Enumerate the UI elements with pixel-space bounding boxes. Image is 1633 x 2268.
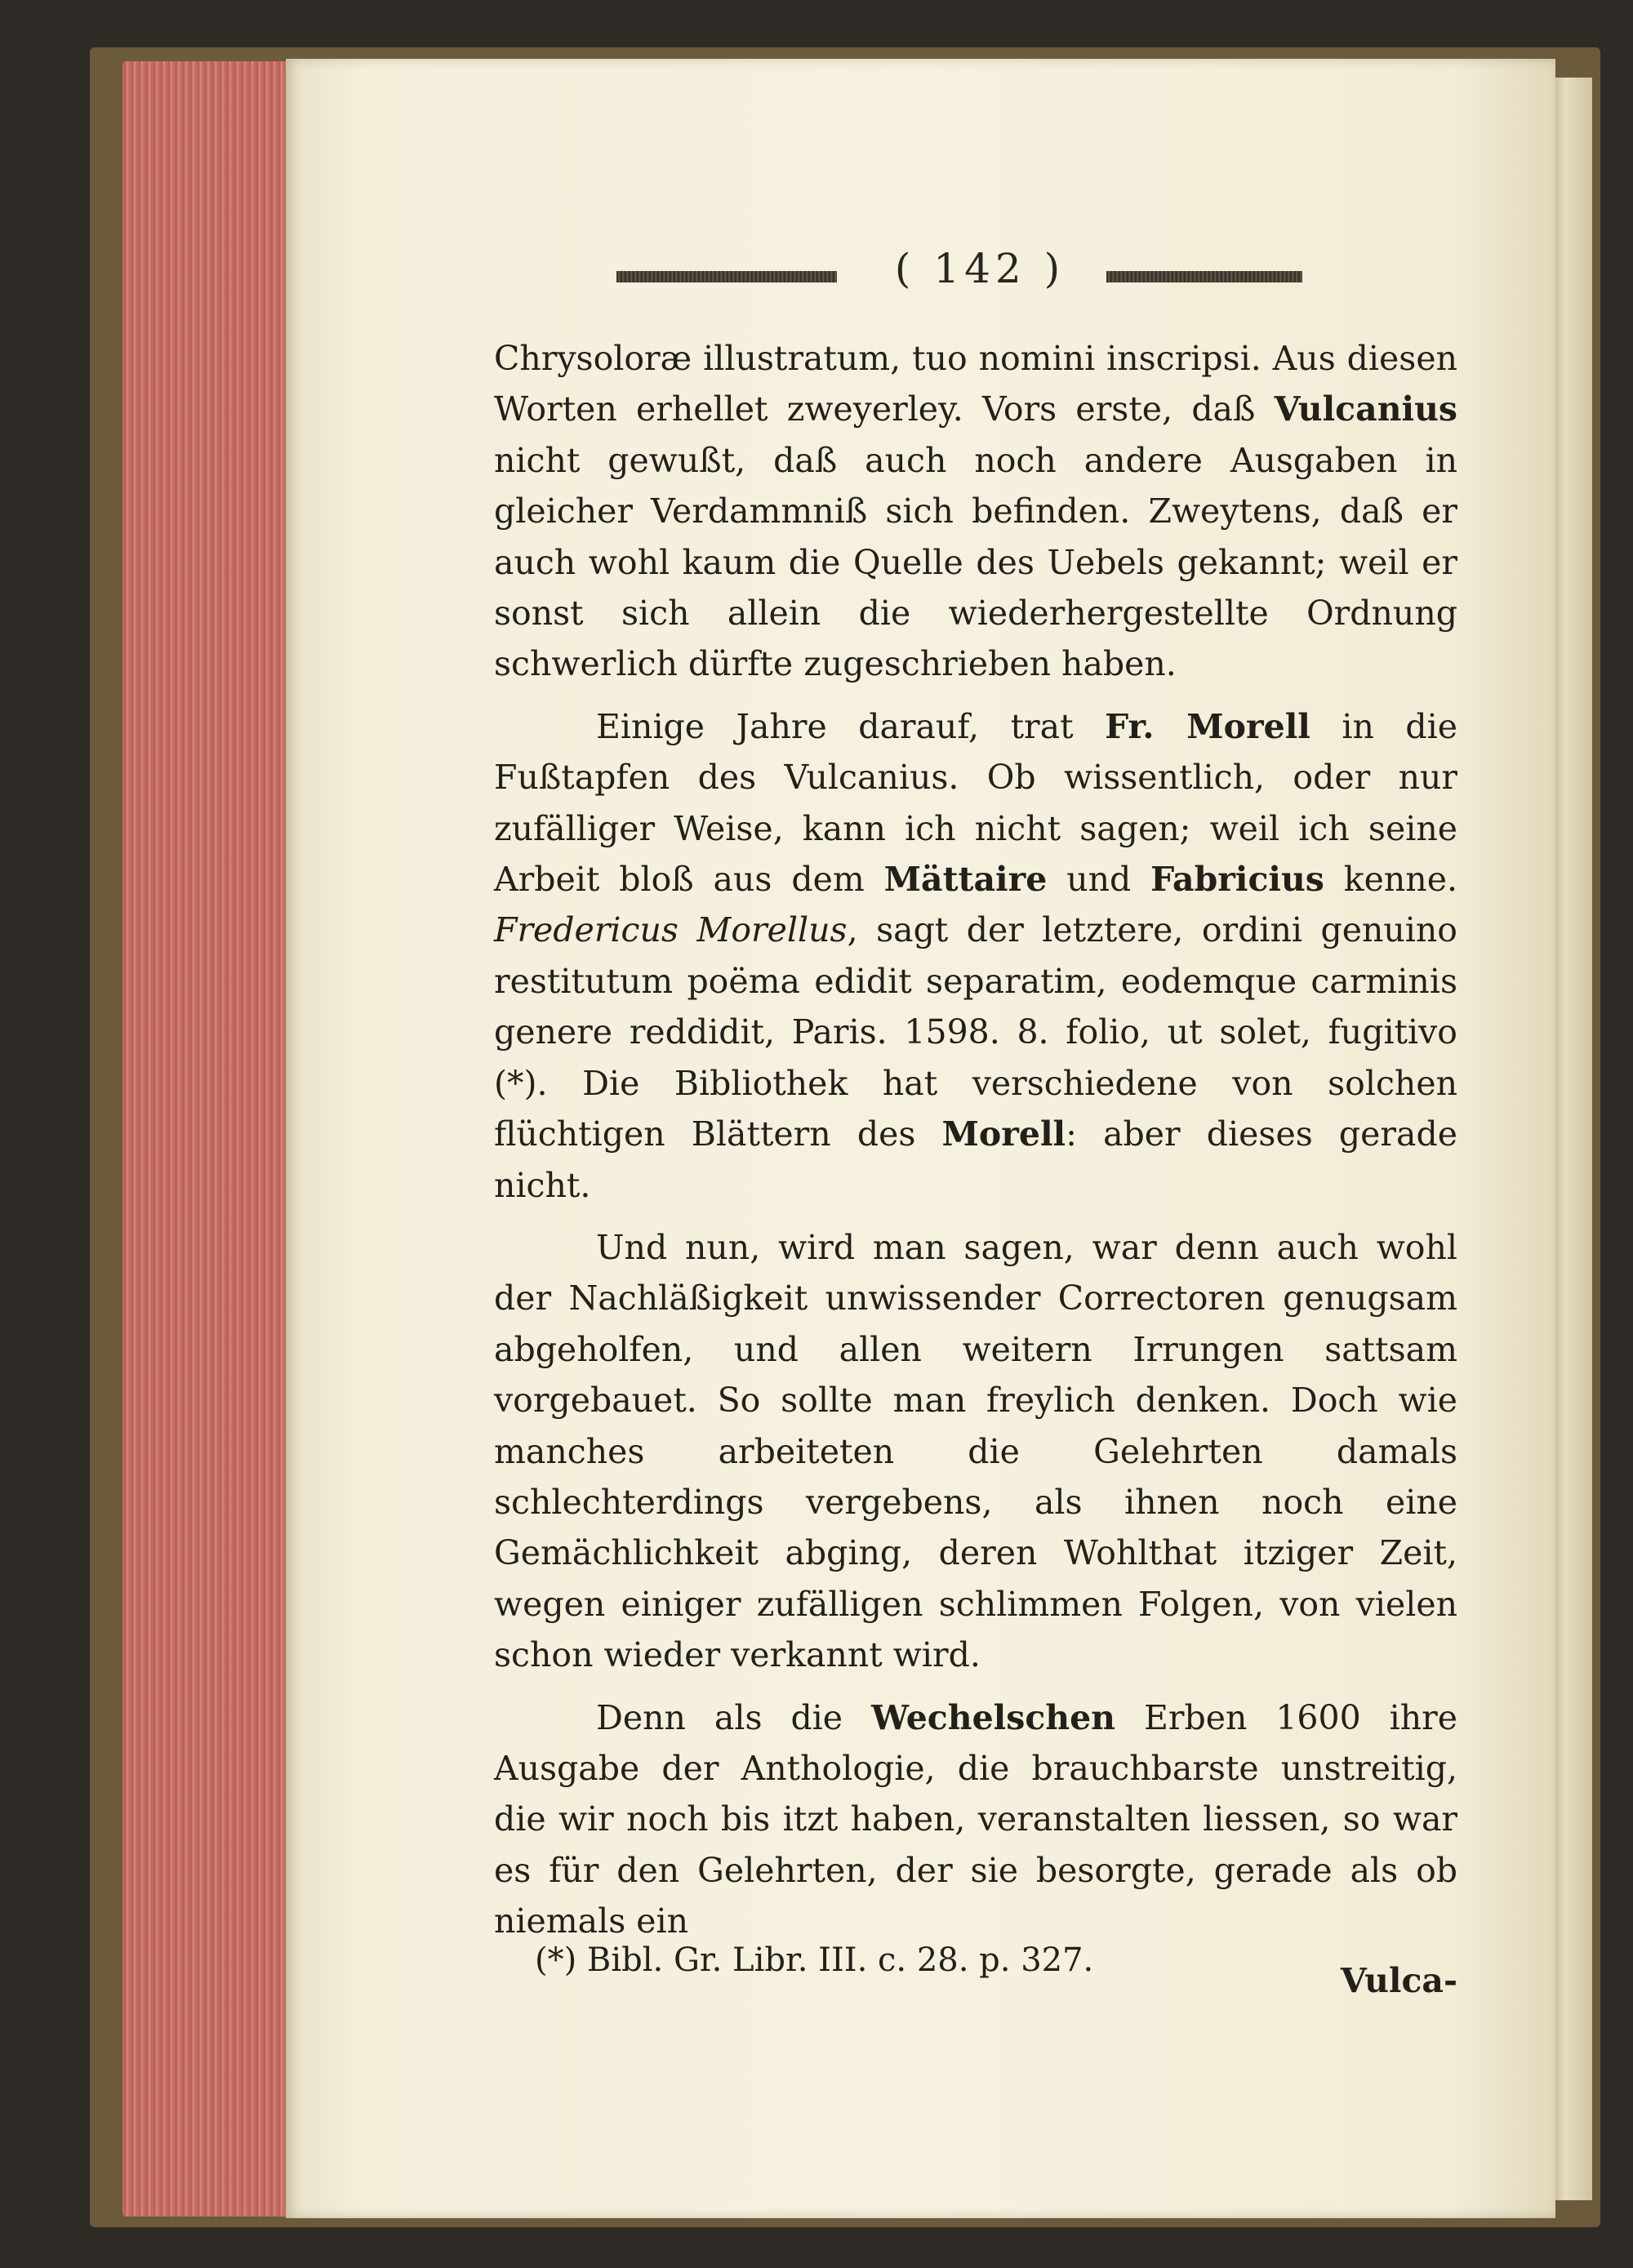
text-run: Erben 1600 ihre Ausgabe der Anthologie, die brauchbarste unstreitig, die wir noch bis itzt haben, veranstalten liessen, so war es für den Gelehrten, der sie besorgte, gerade als ob niemals ein: [494, 1697, 1458, 1941]
text-run: nicht gewußt, daß auch noch andere Ausgaben in gleicher Verdammniß sich befinden. Zweytens, daß er auch wohl kaum die Quelle des Uebels gekannt; weil er sonst sich allein die wiederhergestellte Ordnung schwerlich dürfte zugeschrieben haben.: [494, 440, 1457, 684]
page-header: [616, 245, 1351, 310]
text-run: , sagt der letztere, ordini genuino restitutum poëma edidit separatim, eodemque carminis genere reddidit, Paris. 1598. 8. folio, ut solet, fugitivo (*). Die Bibliothek hat verschiedene von solchen flüchtigen Blättern des: [494, 910, 1457, 1154]
emphasized-name: Vulcanius: [1274, 389, 1457, 429]
text-run: : aber dieses gerade nicht.: [494, 1114, 1457, 1205]
emphasized-name: Mättaire: [883, 860, 1048, 900]
text-run: kenne.: [1324, 860, 1458, 900]
text-run: Denn als die: [596, 1697, 872, 1737]
text-run: Chrysoloræ illustratum, tuo nomini inscripsi. Aus diesen Worten erhellet zweyerley. Vors erste, daß: [494, 339, 1457, 429]
text-run: in die Fußtapfen des Vulcanius. Ob wissentlich, oder nur zufälliger Weise, kann ich nicht sagen; weil ich seine Arbeit bloß aus dem: [494, 706, 1457, 900]
text-run: und: [1047, 860, 1151, 900]
emphasized-name: Fabricius: [1150, 860, 1324, 900]
paragraph: [494, 1222, 1457, 1681]
emphasized-name: Fr. Morell: [1105, 706, 1310, 746]
page-edges: [122, 61, 298, 2217]
text-run: Einige Jahre darauf, trat: [596, 706, 1106, 746]
header-rule-left: [616, 271, 837, 282]
header-rule-right: [1106, 271, 1302, 282]
emphasized-name: Wechelschen: [871, 1697, 1115, 1737]
catchword: Vulca-: [1340, 1960, 1457, 2000]
paragraph: [494, 701, 1457, 1211]
text-run: Und nun, wird man sagen, war denn auch wohl der Nachläßigkeit unwissender Correctoren genugsam abgeholfen, und allen weitern Irrungen sattsam vorgebauet. So sollte man freylich denken. Doch wie manches arbeiteten die Gelehrten damals schlechterdings vergebens, als ihnen noch eine Gemächlichkeit abging, deren Wohlthat itziger Zeit, wegen einiger zufälligen schlimmen Folgen, von vielen schon wieder verkannt wird.: [494, 1227, 1457, 1675]
body-text: [494, 333, 1457, 2006]
italic-text: Fredericus Morellus: [494, 910, 848, 950]
page-number: ( 142 ): [894, 245, 1066, 292]
paragraph: [494, 1692, 1457, 1947]
footnote: (*) Bibl. Gr. Libr. III. c. 28. p. 327.: [535, 1941, 1094, 1979]
emphasized-name: Morell: [941, 1114, 1066, 1154]
paragraph: [494, 333, 1457, 690]
